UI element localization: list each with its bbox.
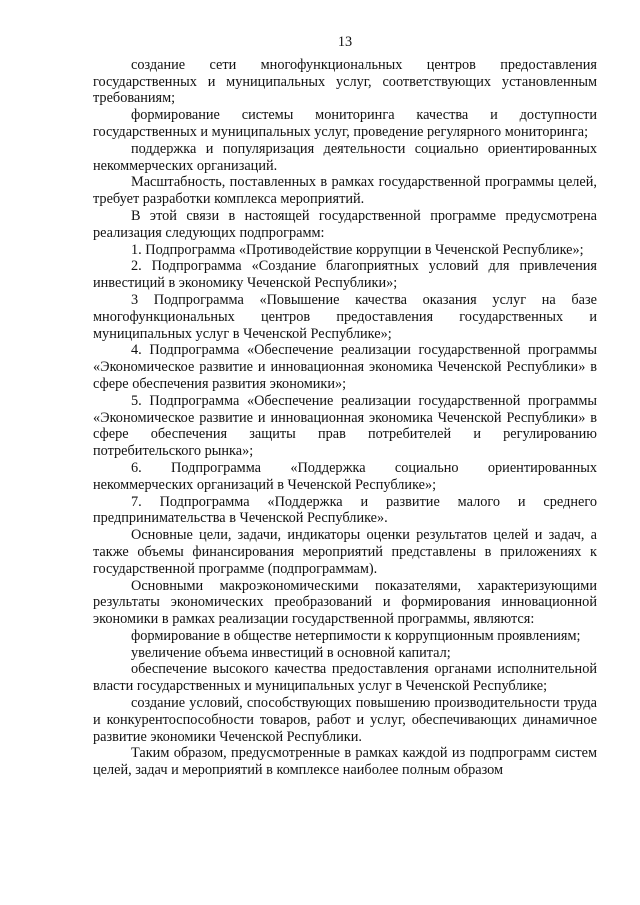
indicator-4: создание условий, способствующих повышению производительности труда и конкурентоспособности товаров, работ и услуг, обеспечивающих динамичное развитие экономики Чеченской Республики. bbox=[93, 695, 597, 745]
subprogram-6: 6. Подпрограмма «Поддержка социально ориентированных некоммерческих организаций в Чеченской Республике»; bbox=[93, 459, 597, 493]
paragraph-2: формирование системы мониторинга качества и доступности государственных и муниципальных услуг, проведение регулярного мониторинга; bbox=[93, 107, 597, 140]
paragraph-1: создание сети многофункциональных центров предоставления государственных и муниципальных услуг, соответствующих установленным требованиям; bbox=[93, 56, 597, 107]
indicator-2: увеличение объема инвестиций в основной капитал; bbox=[131, 644, 451, 661]
subprogram-7: 7. Подпрограмма «Поддержка и развитие малого и среднего предпринимательства в Чеченской Республике». bbox=[93, 493, 597, 527]
indicator-3: обеспечение высокого качества предоставления органами исполнительной власти государственных и муниципальных услуг в Чеченской Республике; bbox=[93, 661, 597, 695]
subprogram-5: 5. Подпрограмма «Обеспечение реализации государственной программы «Экономическое развитие и инновационная экономика Чеченской Республики» в сфере обеспечения защиты прав потребителей и регулированию потребительского рынка»; bbox=[93, 392, 597, 460]
subprogram-4: 4. Подпрограмма «Обеспечение реализации государственной программы «Экономическое развитие и инновационная экономика Чеченской Республики» в сфере обеспечения развития экономики»; bbox=[93, 342, 597, 392]
paragraph-19: Таким образом, предусмотренные в рамках каждой из подпрограмм систем целей, задач и мероприятий в комплексе наиболее полным образом bbox=[93, 745, 597, 779]
page-number: 13 bbox=[337, 34, 353, 50]
document-page bbox=[93, 34, 597, 779]
subprogram-1: 1. Подпрограмма «Противодействие коррупции в Чеченской Республике»; bbox=[131, 241, 584, 258]
subprogram-3: 3 Подпрограмма «Повышение качества оказания услуг на базе многофункциональных центров предоставления государственных и муниципальных услуг в Чеченской Республике»; bbox=[93, 291, 597, 342]
paragraph-14: Основными макроэкономическими показателями, характеризующими результаты экономических преобразований и формирования инновационной экономики в рамках реализации государственной программы, являются: bbox=[93, 577, 597, 628]
subprogram-2: 2. Подпрограмма «Создание благоприятных условий для привлечения инвестиций в экономику Чеченской Республики»; bbox=[93, 258, 597, 292]
indicator-1: формирование в обществе нетерпимости к коррупционным проявлениям; bbox=[131, 627, 581, 644]
paragraph-3: поддержка и популяризация деятельности социально ориентированных некоммерческих организаций. bbox=[93, 140, 597, 174]
paragraph-5: В этой связи в настоящей государственной программе предусмотрена реализация следующих подпрограмм: bbox=[93, 207, 597, 241]
paragraph-13: Основные цели, задачи, индикаторы оценки результатов целей и задач, а также объемы финансирования мероприятий представлены в приложениях к государственной программе (подпрограммам). bbox=[93, 527, 597, 577]
paragraph-4: Масштабность, поставленных в рамках государственной программы целей, требует разработки комплекса мероприятий. bbox=[93, 174, 597, 208]
